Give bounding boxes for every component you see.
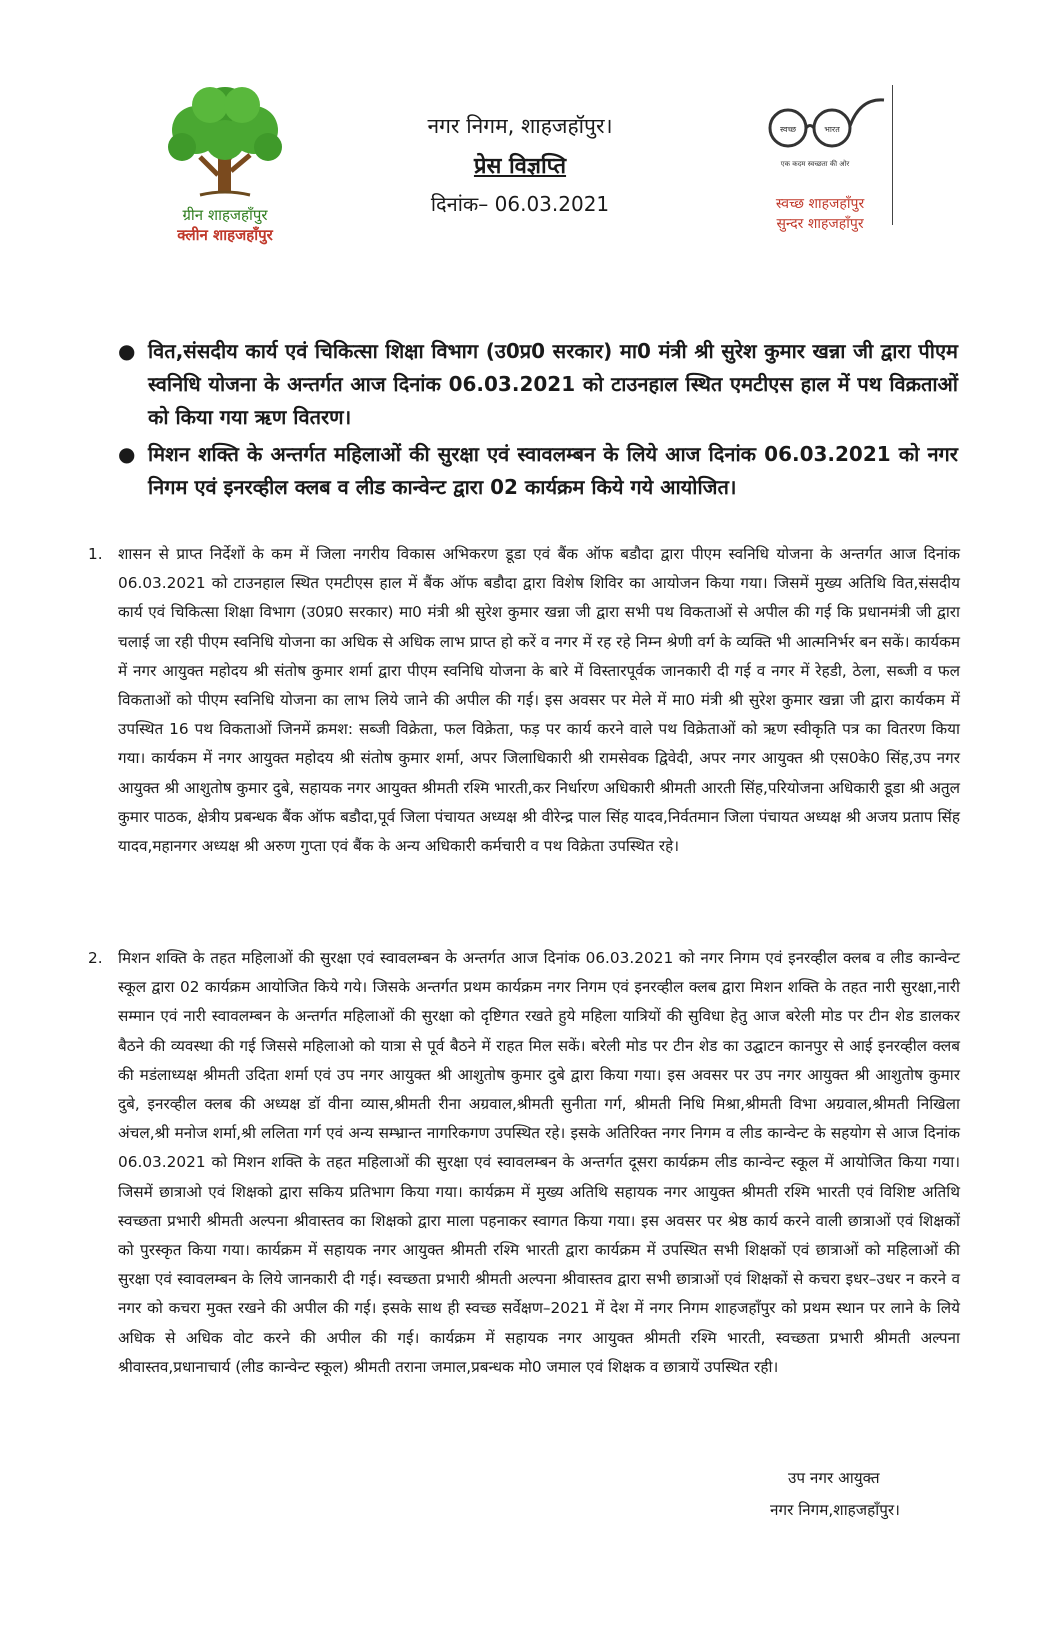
- right-logo-line1: स्वच्छ शाहजहाँपुर: [775, 196, 865, 212]
- right-logo-line2: सुन्दर शाहजहाँपुर: [776, 216, 864, 232]
- right-lens-label: भारत: [824, 125, 840, 134]
- logo-divider: [892, 85, 893, 225]
- paragraph-1: [88, 540, 960, 861]
- paragraph-2: [88, 944, 960, 1382]
- green-shahjahanpur-logo: [150, 85, 300, 265]
- signatory-office: नगर निगम,शाहजहाँपुर।: [770, 1501, 900, 1519]
- left-lens-label: स्वच्छ: [779, 125, 797, 134]
- bullet-icon: ●: [118, 442, 136, 466]
- left-logo-line1: ग्रीन शाहजहाँपुर: [182, 206, 268, 224]
- signature-block: [770, 1462, 940, 1526]
- swachh-bharat-logo: [760, 90, 890, 250]
- paragraph-text: शासन से प्राप्त निर्देशों के कम में जिला नगरीय विकास अभिकरण डूडा एवं बैंक ऑफ बडौदा द्वारा पीएम स्वनिधि योजना के अन्तर्गत आज दिनांक 06.03.2021 को टाउनहाल स्थित एमटीएस हाल में बैंक ऑफ बडौदा द्वारा विशेष शिविर का आयोजन किया गया। जिसमें मुख्य अतिथि वित,संसदीय कार्य एवं चिकित्सा शिक्षा विभाग (उ0प्र0 सरकार) मा0 मंत्री श्री सुरेश कुमार खन्ना जी द्वारा सभी पथ विकताओं से अपील की गई कि प्रधानमंत्री जी द्वारा चलाई जा रही पीएम स्वनिधि योजना का अधिक से अधिक लाभ प्राप्त हो करें व नगर में रह रहे निम्न श्रेणी वर्ग के व्यक्ति भी आत्मनिर्भर बन सकें। कार्यकम में नगर आयुक्त महोदय श्री संतोष कुमार शर्मा द्वारा पीएम स्वनिधि योजना के बारे में विस्तारपूर्वक जानकारी दी गई व नगर में रेहडी, ठेला, सब्जी व फल विकताओं को पीएम स्वनिधि योजना का लाभ लिये जाने की अपील की गई। इस अवसर पर मेले में मा0 मंत्री श्री सुरेश कुमार खन्ना जी द्वारा कार्यकम में उपस्थित 16 पथ विकताओं जिनमें क्रमश: सब्जी विक्रेता, फल विक्रेता, फड़ पर कार्य करने वाले पथ विक्रेताओं को ऋण स्वीकृति पत्र का वितरण किया गया। कार्यकम में नगर आयुक्त महोदय श्री संतोष कुमार शर्मा, अपर जिलाधिकारी श्री रामसेवक द्विवेदी, अपर नगर आयुक्त श्री एस0के0 सिंह,उप नगर आयुक्त श्री आशुतोष कुमार दुबे, सहायक नगर आयुक्त श्रीमती रश्मि भारती,कर निर्धारण अधिकारी श्रीमती आरती सिंह,परियोजना अधिकारी डूडा श्री अतुल कुमार पाठक, क्षेत्रीय प्रबन्धक बैंक ऑफ बडौदा,पूर्व जिला पंचायत अध्यक्ष श्री वीरेन्द्र पाल सिंह यादव,निर्वतमान जिला पंचायत अध्यक्ष श्री अजय प्रताप सिंह यादव,महानगर अध्यक्ष श्री अरुण गुप्ता एवं बैंक के अन्य अधिकारी कर्मचारी व पथ विक्रेता उपस्थित रहे।: [118, 545, 961, 856]
- tree-icon: [160, 85, 290, 203]
- signatory-title: उप नगर आयुक्त: [788, 1469, 880, 1487]
- highlight-text: वित,संसदीय कार्य एवं चिकित्सा शिक्षा विभाग (उ0प्र0 सरकार) मा0 मंत्री श्री सुरेश कुमार खन्ना जी द्वारा पीएम स्वनिधि योजना के अन्तर्गत आज दिनांक 06.03.2021 को टाउनहाल स्थित एमटीएस हाल में पथ विक्रताओं को किया गया ऋण वितरण।: [148, 339, 958, 429]
- paragraph-number: 2.: [88, 949, 103, 967]
- highlight-item: [118, 438, 958, 504]
- paragraph-number: 1.: [88, 545, 103, 563]
- document-header: [360, 112, 680, 217]
- swachh-tagline: एक कदम स्वच्छता की ओर: [780, 160, 850, 168]
- document-date: दिनांक– 06.03.2021: [430, 192, 610, 216]
- page-title: प्रेस विज्ञप्ति: [473, 154, 567, 179]
- highlight-item: [118, 335, 958, 434]
- glasses-icon: [760, 90, 890, 160]
- paragraph-text: मिशन शक्ति के तहत महिलाओं की सुरक्षा एवं स्वावलम्बन के अन्तर्गत आज दिनांक 06.03.2021 को नगर निगम एवं इनरव्हील क्लब व लीड कान्वेन्ट स्कूल द्वारा 02 कार्यक्रम आयोजित किये गये। जिसके अन्तर्गत प्रथम कार्यक्रम नगर निगम एवं इनरव्हील क्लब द्वारा मिशन शक्ति के तहत नारी सुरक्षा,नारी सम्मान एवं नारी स्वावलम्बन के अन्तर्गत महिलाओं की सुरक्षा को दृष्टिगत रखते हुये महिला यात्रियों की सुविधा हेतु आज बरेली मोड पर टीन शेड डालकर बैठने की व्यवस्था की गई जिससे महिलाओ को यात्रा से पूर्व बैठने में राहत मिल सकें। बरेली मोड पर टीन शेड का उद्घाटन कानपुर से आई इनरव्हील क्लब की मडंलाध्यक्ष श्रीमती उदिता शर्मा एवं उप नगर आयुक्त श्री आशुतोष कुमार दुबे द्वारा किया गया। इस अवसर पर उप नगर आयुक्त श्री आशुतोष कुमार दुबे, इनरव्हील क्लब की अध्यक्ष डॉ वीना व्यास,श्रीमती रीना अग्रवाल,श्रीमती सुनीता गर्ग, श्रीमती निधि मिश्रा,श्रीमती विभा अग्रवाल,श्रीमती निखिला अंचल,श्री मनोज शर्मा,श्री ललिता गर्ग एवं अन्य सम्भ्रान्त नागरिकगण उपस्थित रहे। इसके अतिरिक्त नगर निगम व लीड कान्वेन्ट के सहयोग से आज दिनांक 06.03.2021 को मिशन शक्ति के तहत महिलाओं की सुरक्षा एवं स्वावलम्बन के अन्तर्गत दूसरा कार्यक्रम लीड कान्वेन्ट स्कूल में आयोजित किया गया। जिसमें छात्राओ एवं शिक्षको द्वारा सकिय प्रतिभाग किया गया। कार्यक्रम में मुख्य अतिथि सहायक नगर आयुक्त श्रीमती रश्मि भारती एवं विशिष्ट अतिथि स्वच्छता प्रभारी श्रीमती अल्पना श्रीवास्तव का शिक्षको द्वारा माला पहनाकर स्वागत किया गया। इस अवसर पर श्रेष्ठ कार्य करने वाली छात्राओं एवं शिक्षकों को पुरस्कृत किया गया। कार्यक्रम में सहायक नगर आयुक्त श्रीमती रश्मि भारती द्वारा कार्यक्रम में उपस्थित सभी शिक्षकों एवं छात्राओं को महिलाओं की सुरक्षा एवं स्वावलम्बन के लिये जानकारी दी गई। स्वच्छता प्रभारी श्रीमती अल्पना श्रीवास्तव द्वारा सभी छात्राओं एवं शिक्षकों से कचरा इधर–उधर न करने व नगर को कचरा मुक्त रखने की अपील की गई। इसके साथ ही स्वच्छ सर्वेक्षण–2021 में देश में नगर निगम शाहजहाँपुर को प्रथम स्थान पर लाने के लिये अधिक से अधिक वोट करने की अपील की गई। कार्यक्रम में सहायक नगर आयुक्त श्रीमती रश्मि भारती, स्वच्छता प्रभारी श्रीमती अल्पना श्रीवास्तव,प्रधानाचार्य (लीड कान्वेन्ट स्कूल) श्रीमती तराना जमाल,प्रबन्धक मो0 जमाल एवं शिक्षक व छात्रायें उपस्थित रही।: [118, 949, 961, 1376]
- bullet-icon: ●: [118, 339, 136, 363]
- highlight-list: [118, 335, 958, 508]
- organization-name: नगर निगम, शाहजहॉपुर।: [427, 114, 613, 138]
- left-logo-line2: क्लीन शाहजहाँपुर: [177, 226, 273, 244]
- highlight-text: मिशन शक्ति के अन्तर्गत महिलाओं की सुरक्षा एवं स्वावलम्बन के लिये आज दिनांक 06.03.2021 को नगर निगम एवं इनरव्हील क्लब व लीड कान्वेन्ट द्वारा 02 कार्यक्रम किये गये आयोजित।: [148, 442, 958, 499]
